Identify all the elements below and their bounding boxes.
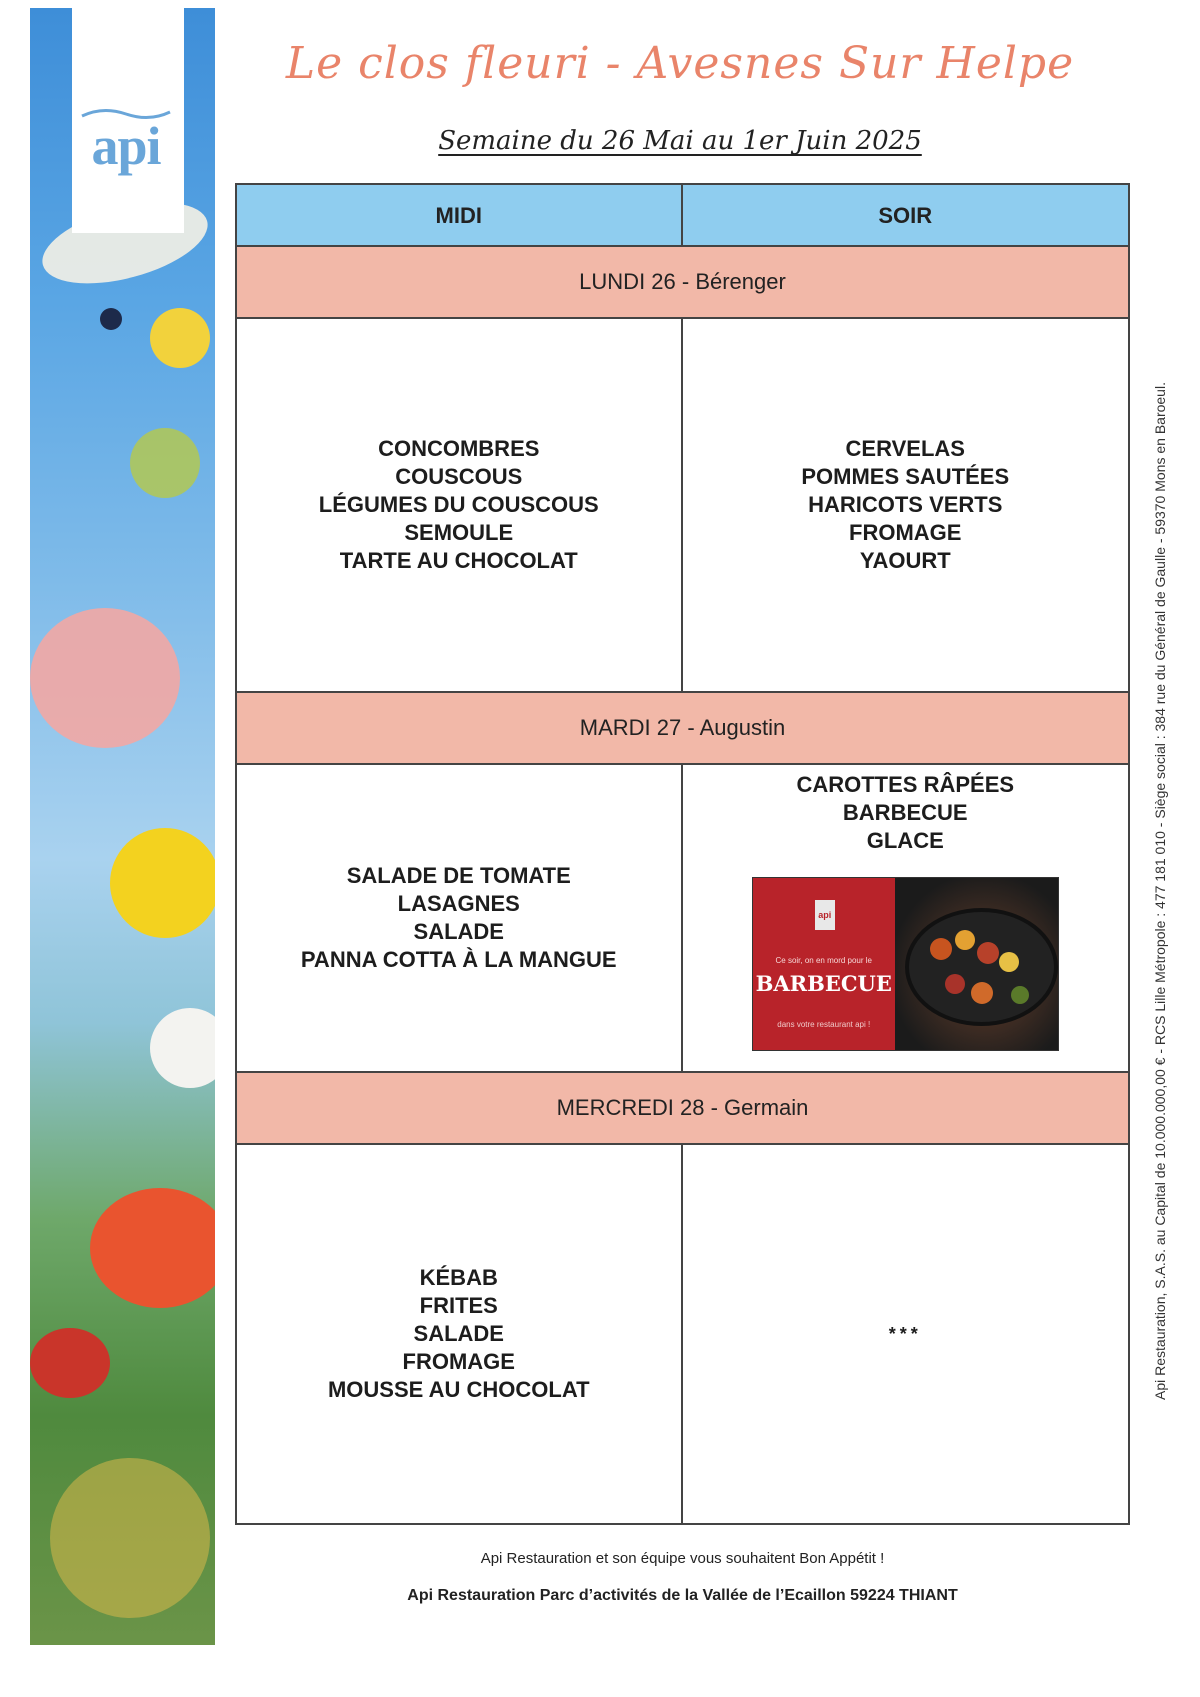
menu-item: POMMES SAUTÉES xyxy=(801,464,1010,489)
week-subtitle: Semaine du 26 Mai au 1er Juin 2025 xyxy=(438,126,922,156)
meal-cell-mercredi-midi xyxy=(237,1145,683,1523)
meal-row-mardi xyxy=(237,765,1128,1071)
promo-api-logo: api xyxy=(815,900,835,930)
menu-item: CAROTTES RÂPÉES xyxy=(796,772,1015,797)
page-title: Le clos fleuri - Avesnes Sur Helpe xyxy=(285,38,1075,89)
grill-pan xyxy=(905,908,1058,1026)
menu-item: LASAGNES xyxy=(397,891,520,916)
table-header-row xyxy=(237,185,1128,249)
menu-item: CERVELAS xyxy=(845,436,965,461)
promo-subtitle: dans votre restaurant api ! xyxy=(777,1020,871,1029)
promo-tagline: Ce soir, on en mord pour le xyxy=(775,956,872,965)
menu-item: YAOURT xyxy=(859,548,951,573)
meal-cell-lundi-soir xyxy=(683,319,1129,691)
menu-item: FRITES xyxy=(419,1293,498,1318)
footer-greeting: Api Restauration et son équipe vous souhaitent Bon Appétit ! xyxy=(480,1550,885,1567)
menu-item: KÉBAB xyxy=(419,1265,498,1290)
menu-item-placeholder: *** xyxy=(888,1324,922,1344)
menu-item: COUSCOUS xyxy=(395,464,523,489)
menu-item: SALADE xyxy=(413,919,504,944)
menu-item: SEMOULE xyxy=(404,520,514,545)
menu-item: CONCOMBRES xyxy=(378,436,540,461)
meal-cell-lundi-midi xyxy=(237,319,683,691)
meal-cell-mardi-midi xyxy=(237,765,683,1071)
meal-row-lundi xyxy=(237,319,1128,691)
menu-item: FROMAGE xyxy=(402,1349,515,1374)
footer-address: Api Restauration Parc d’activités de la Vallée de l’Ecaillon 59224 THIANT xyxy=(407,1587,958,1604)
column-header-soir: SOIR xyxy=(878,203,933,228)
day-row-mardi: MARDI 27 - Augustin xyxy=(237,691,1128,765)
flower-banner-image xyxy=(30,8,215,1645)
skewer-photo xyxy=(895,878,1058,1050)
meal-row-mercredi xyxy=(237,1145,1128,1523)
menu-item: BARBECUE xyxy=(842,800,968,825)
meal-cell-mercredi-soir xyxy=(683,1145,1129,1523)
menu-item: MOUSSE AU CHOCOLAT xyxy=(327,1377,590,1402)
menu-table xyxy=(235,183,1130,1525)
promo-title: BARBECUE xyxy=(755,971,892,996)
legal-notice: Api Restauration, S.A.S. au Capital de 10.000.000,00 € - RCS Lille Métropole : 477 181 010 - Siège social : 384 rue du Général de Gaulle - 59370 Mons en Baroeul. xyxy=(1152,382,1168,1400)
menu-item: GLACE xyxy=(866,828,944,853)
menu-item: LÉGUMES DU COUSCOUS xyxy=(318,492,599,517)
day-row-lundi: LUNDI 26 - Bérenger xyxy=(237,245,1128,319)
menu-item: HARICOTS VERTS xyxy=(808,492,1003,517)
menu-item: TARTE AU CHOCOLAT xyxy=(339,548,578,573)
api-logo: api xyxy=(91,116,161,176)
day-row-mercredi: MERCREDI 28 - Germain xyxy=(237,1071,1128,1145)
menu-item: SALADE DE TOMATE xyxy=(346,863,571,888)
column-header-midi: MIDI xyxy=(237,185,683,247)
menu-item: SALADE xyxy=(413,1321,504,1346)
promo-red-panel xyxy=(753,878,895,1050)
menu-item: PANNA COTTA À LA MANGUE xyxy=(300,947,617,972)
menu-item: FROMAGE xyxy=(849,520,962,545)
barbecue-promo-image xyxy=(752,877,1059,1051)
meal-cell-mardi-soir xyxy=(683,765,1129,1071)
